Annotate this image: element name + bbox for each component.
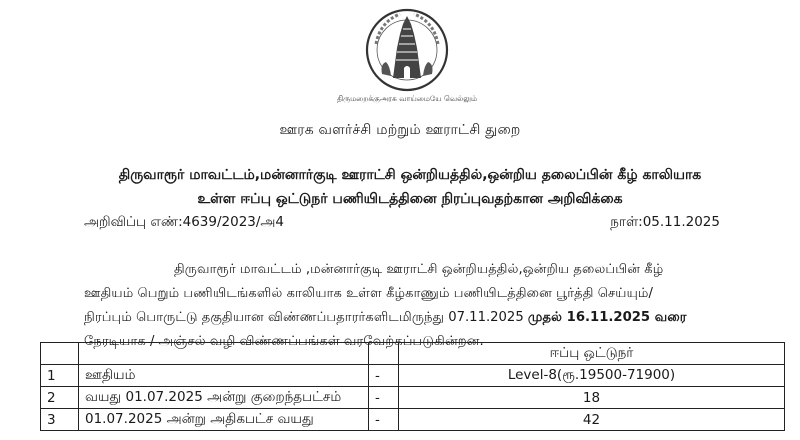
tamil-nadu-emblem-icon [336,4,478,104]
table-cell [79,343,369,365]
paragraph-line-3 [84,306,784,330]
table-row [41,409,785,431]
row-item: 01.07.2025 அன்று அதிகபட்ச வயது [79,409,369,431]
row-value: 18 [399,387,785,409]
row-item: ஊதியம் [79,365,369,387]
row-number: 3 [41,409,79,431]
row-number: 2 [41,387,79,409]
paragraph-line-2: ஊதியம் பெறும் பணியிடங்களில் காலியாக உள்ள கீழ்காணும் பணியிடத்தினை பூர்த்தி செய்யும்/ [84,286,653,301]
table-row [41,387,785,409]
table-header-row [41,343,785,365]
heading-line-2: உள்ள ஈப்பு ஒட்டுநர் பணியிடத்தினை நிரப்புவதற்கான அறிவிக்கை [197,191,623,207]
paragraph-line-4: நேரடியாக / அஞ்சல் வழி விண்ணப்பங்கள் வரவேற்கப்படுகின்றன. [84,334,484,349]
paragraph-line-1: திருவாரூர் மாவட்டம் ,மன்னார்குடி ஊராட்சி ஒன்றியத்தில்,ஒன்றிய தலைப்பின் கீழ் [174,262,664,277]
post-details-table [40,342,785,431]
table-header-post: ஈப்பு ஒட்டுநர் [399,343,785,365]
notice-number: அறிவிப்பு எண்:4639/2023/அ4 [84,214,285,230]
notice-paragraph [84,258,784,354]
heading-line-1: திருவாரூர் மாவட்டம்,மன்னார்குடி ஊராட்சி ஒன்றியத்தில்,ஒன்றிய தலைப்பின் கீழ் காலியாக [118,167,702,183]
reference-line [84,214,720,236]
row-value: Level-8(ரூ.19500-71900) [399,365,785,387]
table-row [41,365,785,387]
row-dash: - [369,387,399,409]
department-name: ஊரக வளர்ச்சி மற்றும் ஊராட்சி துறை [279,122,521,138]
emblem-motto: திருமறைக்குஅரசு வாய்மையே வெல்லும் [336,94,478,103]
application-period: முதல் 16.11.2025 வரை [527,310,687,325]
notice-heading [90,163,730,211]
row-dash: - [369,365,399,387]
row-dash: - [369,409,399,431]
table-cell [369,343,399,365]
row-item: வயது 01.07.2025 அன்று குறைந்தபட்சம் [79,387,369,409]
table-cell [41,343,79,365]
row-value: 42 [399,409,785,431]
row-number: 1 [41,365,79,387]
notice-date: நாள்:05.11.2025 [610,214,720,230]
paragraph-line-3-text: நிரப்பும் பொருட்டு தகுதியான விண்ணப்பதாரர்களிடமிருந்து 07.11.2025 [84,310,528,325]
